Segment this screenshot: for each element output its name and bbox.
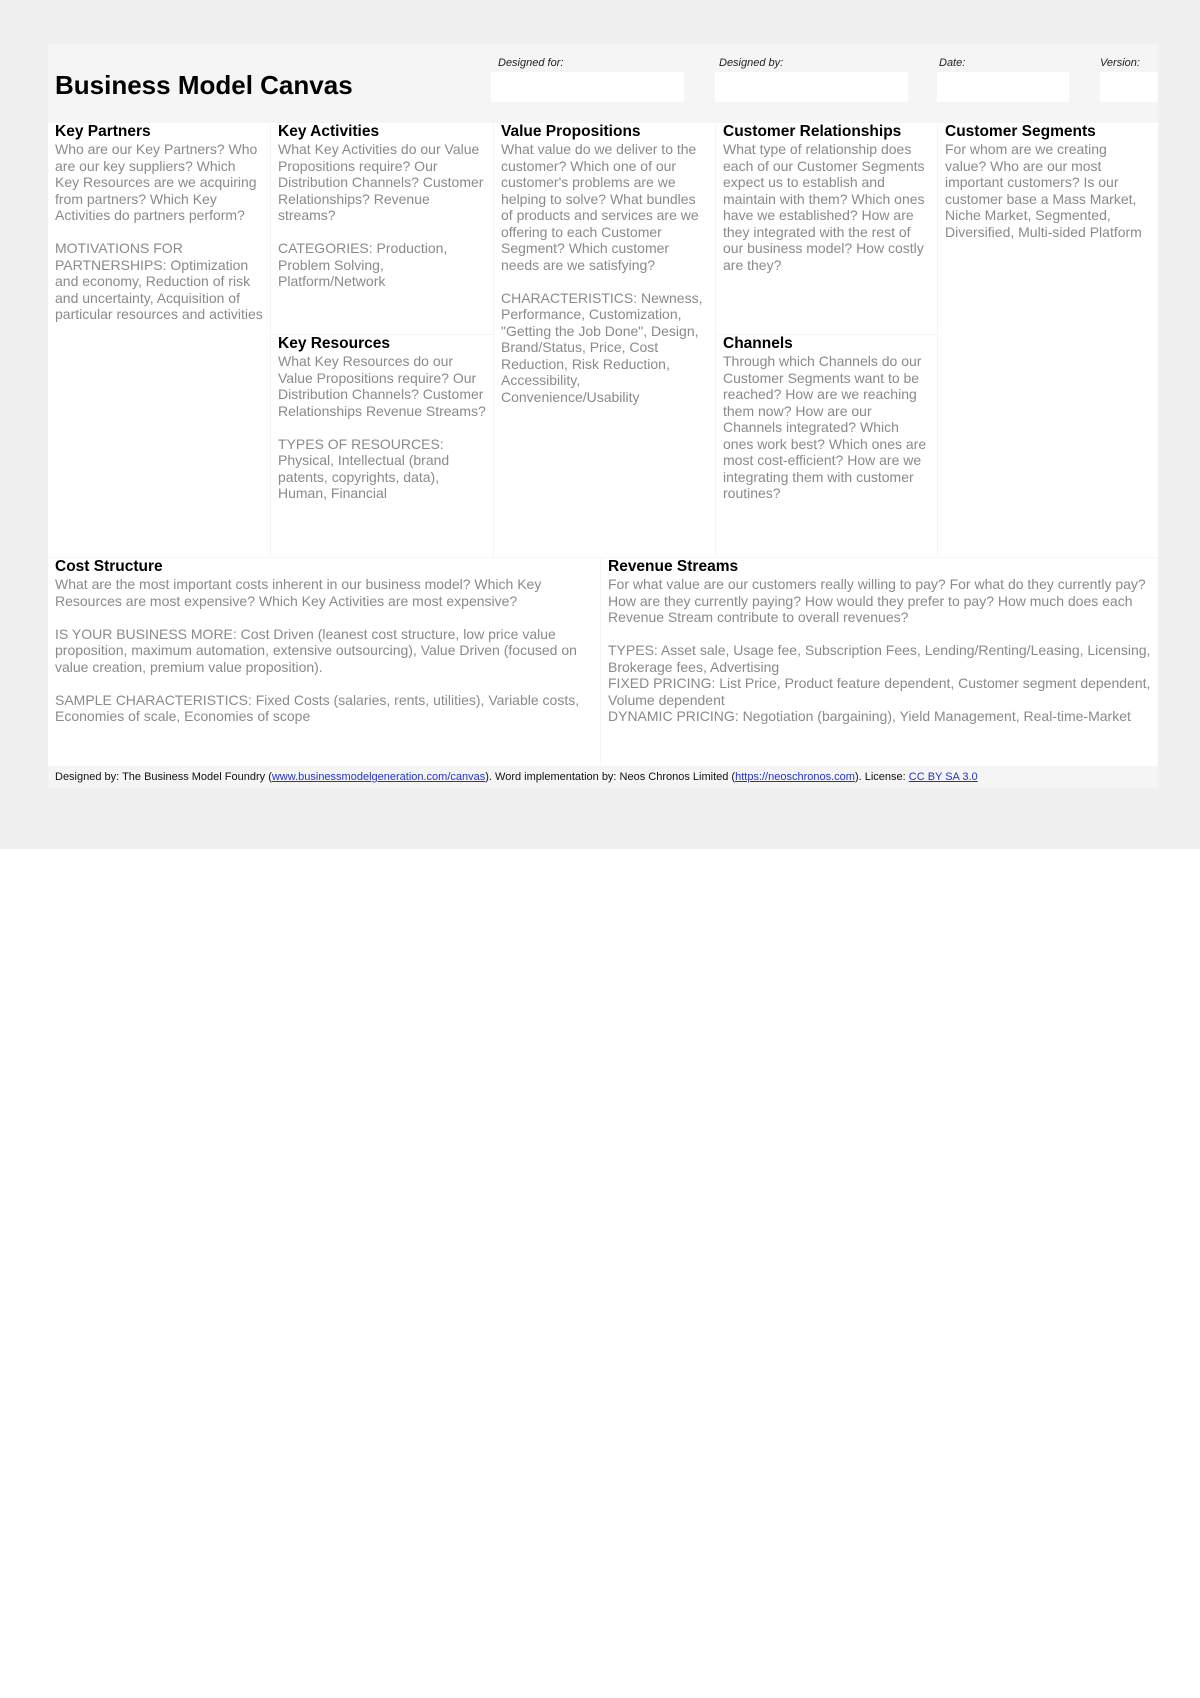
- value-propositions-characteristics: CHARACTERISTICS: Newness, Performance, Customization, "Getting the Job Done", Design, Brand/Status, Price, Cost Reduction, Risk Reduction, Accessibility, Convenience/Usability: [501, 289, 703, 405]
- footer-prefix: Designed by: The Business Model Foundry (: [55, 771, 272, 783]
- version-label: Version:: [1100, 57, 1140, 69]
- value-propositions-title: Value Propositions: [501, 123, 641, 140]
- key-partners-block[interactable]: [48, 123, 270, 557]
- key-activities-categories: CATEGORIES: Production, Problem Solving, Platform/Network: [278, 240, 448, 289]
- channels-title: Channels: [723, 335, 793, 352]
- version-field[interactable]: [1100, 72, 1158, 102]
- revenue-streams-block[interactable]: [601, 558, 1158, 766]
- designed-for-label: Designed for:: [498, 57, 564, 69]
- key-resources-block[interactable]: [271, 335, 493, 557]
- value-propositions-prompt: What value do we deliver to the customer? Which one of our customer's problems are we helping to solve? What bundles of products and services are we offering to each Customer Segment? Which customer needs are we satisfying?: [501, 141, 699, 273]
- channels-block[interactable]: [716, 335, 937, 557]
- revenue-streams-title: Revenue Streams: [608, 558, 739, 575]
- customer-relationships-title: Customer Relationships: [723, 123, 902, 140]
- cost-structure-prompt: What are the most important costs inherent in our business model? Which Key Resources are most expensive? Which Key Activities are most expensive?: [55, 576, 542, 609]
- key-resources-title: Key Resources: [278, 335, 391, 352]
- designed-by-label: Designed by:: [719, 57, 784, 69]
- cost-structure-business-type: IS YOUR BUSINESS MORE: Cost Driven (leanest cost structure, low price value proposition, maximum automation, extensive outsourcing), Value Driven (focused on value creation, premium value proposition).: [55, 625, 577, 675]
- key-partners-prompt: Who are our Key Partners? Who are our key suppliers? Which Key Resources are we acquiring from partners? Which Key Activities do partners perform?: [55, 141, 258, 223]
- revenue-streams-prompt: For what value are our customers really willing to pay? For what do they currently pay? How are they currently paying? How would they prefer to pay? How much does each Revenue Stream contribute to overall revenues?: [608, 576, 1146, 625]
- key-partners-title: Key Partners: [55, 123, 151, 140]
- value-propositions-block[interactable]: [494, 123, 715, 557]
- key-resources-types: TYPES OF RESOURCES: Physical, Intellectual (brand patents, copyrights, data), Human, Financial: [278, 435, 450, 501]
- customer-relationships-block[interactable]: [716, 123, 937, 334]
- cost-structure-block[interactable]: [48, 558, 600, 766]
- customer-segments-title: Customer Segments: [945, 123, 1096, 140]
- cost-structure-title: Cost Structure: [55, 558, 163, 575]
- key-resources-prompt: What Key Resources do our Value Propositions require? Our Distribution Channels? Customer Relationships Revenue Streams?: [278, 353, 486, 419]
- customer-segments-block[interactable]: [938, 123, 1158, 557]
- page-title: Business Model Canvas: [55, 70, 353, 100]
- license-link[interactable]: CC BY SA 3.0: [908, 771, 978, 783]
- revenue-streams-pricing: TYPES: Asset sale, Usage fee, Subscription Fees, Lending/Renting/Leasing, Licensing, Brokerage fees, Advertising FIXED PRICING: List Price, Product feature dependent, Customer segment dependent, Volume dependent DYNAMIC PRICING: Negotiation (bargaining), Yield Management, Real-time-Market: [608, 642, 1151, 724]
- neoschronos-link[interactable]: https://neoschronos.com: [735, 771, 855, 783]
- key-activities-block[interactable]: [271, 123, 493, 334]
- attribution-footer: [55, 771, 978, 783]
- date-field[interactable]: [937, 72, 1069, 102]
- key-activities-title: Key Activities: [278, 123, 380, 140]
- designed-by-field[interactable]: [715, 72, 908, 102]
- footer-license-label: ). License:: [854, 771, 909, 783]
- date-label: Date:: [939, 57, 966, 69]
- customer-relationships-prompt: What type of relationship does each of our Customer Segments expect us to establish and maintain with them? Which ones have we established? How are they integrated with the rest of our business model? How costly are they?: [723, 141, 925, 273]
- canvas-header: [48, 44, 1158, 104]
- canvas-source-link[interactable]: www.businessmodelgeneration.com/canvas: [271, 771, 486, 783]
- key-activities-prompt: What Key Activities do our Value Propositions require? Our Distribution Channels? Customer Relationships? Revenue streams?: [278, 141, 484, 223]
- footer-middle: ). Word implementation by: Neos Chronos Limited (: [485, 771, 736, 783]
- channels-prompt: Through which Channels do our Customer Segments want to be reached? How are we reaching them now? How are our Channels integrated? Which ones work best? Which ones are most cost-efficient? How are we integrating them with customer routines?: [723, 353, 927, 501]
- designed-for-field[interactable]: [491, 72, 684, 102]
- customer-segments-prompt: For whom are we creating value? Who are our most important customers? Is our customer base a Mass Market, Niche Market, Segmented, Diversified, Multi-sided Platform: [945, 141, 1142, 240]
- key-partners-motivations: MOTIVATIONS FOR PARTNERSHIPS: Optimization and economy, Reduction of risk and uncertainty, Acquisition of particular resources and activities: [55, 240, 263, 322]
- cost-structure-characteristics: SAMPLE CHARACTERISTICS: Fixed Costs (salaries, rents, utilities), Variable costs, Economies of scale, Economies of scope: [55, 691, 580, 724]
